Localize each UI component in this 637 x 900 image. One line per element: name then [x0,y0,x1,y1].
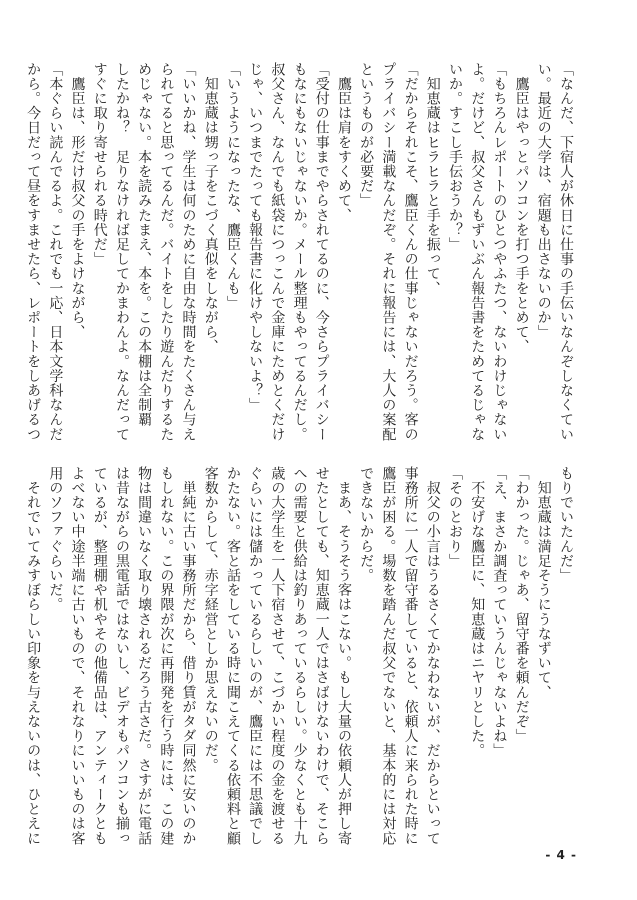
text-line: られてると思ってるんだ。バイトをしたり遊んだりするた [158,62,175,442]
text-line: それでいてみすぼらしい印象を与えないのは、ひとえに [25,466,42,846]
text-line: もしれない。この界隈が次に再開発を行う時には、この建 [158,466,175,846]
text-line: ているが、整理棚や机やその他備品は、アンティークとも [91,466,108,846]
text-line: じゃ、いつまでたっても報告書に化けやしないよ？」 [247,62,264,413]
text-line: 「受付の仕事までやらされてるのに、今さらプライバシー [313,62,330,442]
text-line: への需要と供給は釣りあっているらしい。少なくとも十九 [291,466,308,846]
text-line: 「なんだ、下宿人が休日に仕事の手伝いなんぞしなくてい [558,62,574,442]
text-line: 叔父さん、なんでも紙袋につっこんで金庫にためとくだけ [269,62,286,442]
text-block-top [25,62,577,458]
text-line: 用のソファぐらいだ。 [47,466,64,612]
text-line: 「もちろんレポートのひとつやふたつ、ないわけじゃない [491,62,508,442]
text-line: よ。だけど、叔父さんもずいぶん報告書をためてるじゃな [469,62,486,442]
text-line: 鷹臣が困る。場数を踏んだ叔父でないと、基本的には対応 [380,466,397,846]
text-line: 「だからそれこそ、鷹臣くんの仕事じゃないだろう。客の [402,62,419,442]
text-line: 知恵蔵は満足そうにうなずいて、 [535,466,552,700]
text-line: かたない。客と話をしている時に聞こえてくる依頼料と顧 [224,466,241,846]
text-line: 「いうようになったな、鷹臣くんも」 [224,62,241,311]
text-line: 客数からして、赤字経営としか思えないのだ。 [202,466,219,773]
text-line: すぐに取り寄せられる時代だ」 [91,62,108,267]
text-line: 鷹臣は肩をすくめて、 [335,62,352,223]
text-line: 「いいかね、学生は何のために自由な時間をたくさん与え [180,62,197,442]
text-line: 不安げな鷹臣に、知恵蔵はニヤリとした。 [469,466,486,758]
text-line: めじゃない。本を読みたまえ、本を。この本棚は全制覇 [136,62,153,427]
text-line: したかね？ 足りなければ足してかまわんよ。なんだって [113,62,130,442]
text-line: は昔ながらの黒電話ではないし、ビデオもパソコンも揃っ [113,466,130,846]
text-line: もりでいたんだ」 [558,466,574,583]
text-line: できないからだ。 [358,466,375,583]
text-line: 知恵蔵はヒラヒラと手を振って、 [424,62,441,296]
text-line: 「そのとおり」 [446,466,463,569]
text-line: 単純に古い事務所だから、借り賃がタダ同然に安いのか [180,466,197,846]
text-line: い。最近の大学は、宿題も出さないのか」 [535,62,552,340]
text-line: 「わかった。じゃあ、留守番を頼んだぞ」 [513,466,530,744]
text-line: から。今日だって昼をすませたら、レポートをしあげるつ [25,62,42,442]
text-line: まあ、そうそう客はこない。もし大量の依頼人が押し寄 [335,466,352,846]
text-line: 鷹臣は、形だけ叔父の手をよけながら、 [69,62,86,340]
text-line: 叔父の小言はうるさくてかなわないが、だからといって [424,466,441,846]
text-line: もなにもないじゃないか。メール整理もやってるんだし。 [291,62,308,442]
page-number: - 4 - [545,848,577,862]
text-line: ぐらいには儲かっているらしいのが、鷹臣には不思議でし [247,466,264,846]
text-line: 物は間違いなく取り壊されるだろう古さだ。さすがに電話 [136,466,153,846]
text-line: 「え、まさか調査っていうんじゃないよね」 [491,466,508,758]
text-line: 事務所に一人で留守番していると、依頼人に来られた時に [402,466,419,846]
text-line: 知恵蔵は甥っ子をこづく真似をしながら、 [202,62,219,354]
text-line: プライバシー満載なんだぞ。それに報告には、大人の案配 [380,62,397,442]
text-line: というものが必要だ」 [358,62,375,208]
text-line: 歳の大学生を一人下宿させて、こづかい程度の金を渡せる [269,466,286,846]
text-block-bottom [25,466,577,856]
text-line: よべない中途半端に古いもので、それなりにいいものは客 [69,466,86,846]
text-line: せたとしても、知恵蔵一人ではさばけないわけで、そこら [313,466,330,846]
text-line: 「本ぐらい読んでるよ。これでも一応、日本文学科なんだ [47,62,64,442]
text-line: いか。すこし手伝おうか？」 [446,62,463,252]
text-line: 鷹臣はやっとパソコンを打つ手をとめて、 [513,62,530,354]
